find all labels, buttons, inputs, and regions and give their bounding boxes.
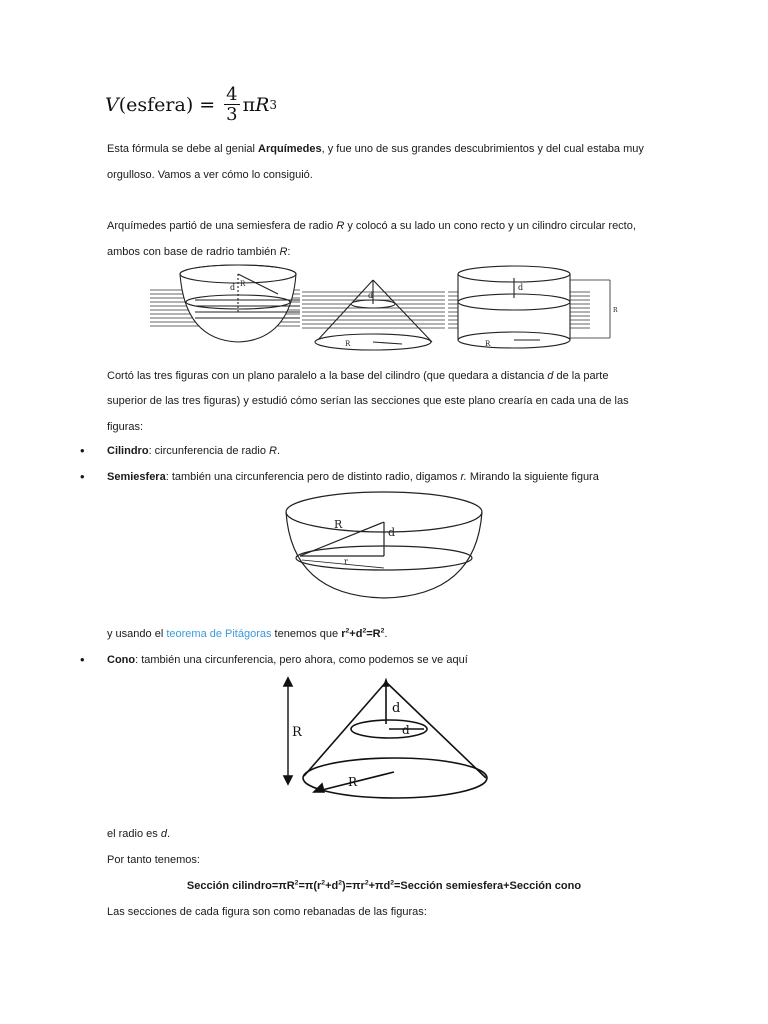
- semiesfera-line: [107, 470, 599, 484]
- fig3-label-d-horiz: d: [402, 723, 410, 737]
- setup-text-d: :: [287, 246, 291, 258]
- radio-d: d: [160, 828, 167, 840]
- setup-line-1: [107, 219, 636, 233]
- radio-text: el radio es: [107, 828, 161, 840]
- sec-eq-3: +d: [325, 880, 339, 892]
- sec-eq-4: )=πr: [342, 880, 365, 892]
- radio-line: [107, 827, 170, 841]
- por-tanto-line: Por tanto tenemos:: [107, 854, 200, 866]
- formula-equals: =: [199, 94, 216, 116]
- sec-eq-5: +πd: [368, 880, 391, 892]
- sec-eq-1: Sección cilindro=πR: [186, 880, 295, 892]
- sec-sup-1: 2: [294, 879, 299, 887]
- hemisphere-drawing: [180, 265, 300, 342]
- pythagoras-text-b: tenemos que: [271, 628, 342, 640]
- fig3-label-d-vert: d: [392, 701, 401, 716]
- fig2-label-r: r: [344, 557, 348, 566]
- fig1-label-d2: d: [368, 291, 374, 300]
- three-solids-figure: [140, 262, 630, 362]
- eq-sup-a: 2: [345, 627, 350, 635]
- cilindro-r: R: [269, 445, 277, 457]
- pythagoras-link[interactable]: teorema de Pitágoras: [166, 628, 272, 640]
- eq-plus-d: +d: [349, 628, 363, 640]
- pythagoras-line: [107, 627, 387, 641]
- cone-drawing: [315, 280, 432, 350]
- cylinder-drawing: [458, 266, 610, 348]
- formula-arg: (esfera): [118, 94, 194, 116]
- volume-formula: V (esfera) = $\frac{4}{3}$ π R 3: [105, 84, 277, 125]
- fig1-label-r-side: R: [613, 307, 618, 314]
- cono-text: : también una circunferencia, pero ahora, como podemos se ve aquí: [135, 654, 468, 666]
- eq-r: r: [341, 628, 346, 640]
- eq-sup-c: 2: [380, 627, 385, 635]
- cone-detail-figure: [282, 676, 498, 804]
- setup-r: R: [336, 220, 345, 232]
- sec-sup-2: 2: [321, 879, 326, 887]
- semiesfera-end: Mirando la siguiente figura: [466, 471, 599, 483]
- eq-sup-b: 2: [362, 627, 367, 635]
- sec-sup-3: 2: [338, 879, 343, 887]
- sec-sup-4: 2: [364, 879, 369, 887]
- cut-d: d: [547, 370, 554, 382]
- pythagoras-equation: [341, 628, 384, 640]
- setup-text-a: Arquímedes partió de una semiesfera de radio: [107, 220, 337, 232]
- cut-text-b: de la parte: [553, 370, 609, 382]
- formula-numerator: 4: [226, 84, 238, 105]
- cilindro-line: [107, 444, 280, 458]
- rebanadas-line: Las secciones de cada figura son como rebanadas de las figuras:: [107, 906, 427, 918]
- formula-v: V: [105, 94, 119, 116]
- fig3-label-r-base: R: [348, 775, 358, 789]
- setup-r2: R: [279, 246, 288, 258]
- formula-pi: π: [242, 94, 256, 116]
- setup-text-c: ambos con base de radrio también: [107, 246, 280, 258]
- fig1-label-d1: d: [230, 283, 236, 292]
- fig1-label-r3: R: [485, 340, 491, 348]
- cono-line: [107, 653, 468, 667]
- cilindro-text: : circunferencia de radio: [148, 445, 270, 457]
- hemisphere-detail-figure: [282, 488, 486, 604]
- cut-text-a: Cortó las tres figuras con un plano paralelo a la base del cilindro (que quedara a distancia: [107, 370, 548, 382]
- sections-equation: [0, 879, 768, 893]
- setup-text-b: y colocó a su lado un cono recto y un cilindro circular recto,: [344, 220, 636, 232]
- radio-end: .: [166, 828, 170, 840]
- cilindro-title: Cilindro: [107, 445, 149, 457]
- formula-fraction: [224, 86, 239, 124]
- fig1-label-d3: d: [518, 283, 524, 292]
- bullet-semiesfera: •: [80, 469, 85, 484]
- bullet-cono: •: [80, 652, 85, 667]
- cut-line-2: superior de las tres figuras) y estudió cómo serían las secciones que este plano crearía en cada una de las: [107, 395, 629, 407]
- formula-radius: R: [255, 94, 270, 116]
- cut-line-3: figuras:: [107, 421, 144, 433]
- semiesfera-title: Semiesfera: [107, 471, 166, 483]
- cono-title: Cono: [107, 654, 136, 666]
- intro-text-b: , y fue uno de sus grandes descubrimientos y del cual estaba muy: [321, 143, 644, 155]
- eq-equals-r: =R: [366, 628, 381, 640]
- formula-denominator: 3: [226, 104, 238, 125]
- intro-line-1: [107, 142, 644, 156]
- cut-line-1: [107, 369, 608, 383]
- intro-text-a: Esta fórmula se debe al genial: [107, 143, 259, 155]
- cilindro-end: .: [276, 445, 281, 457]
- fig2-label-r-upper: R: [334, 518, 343, 531]
- sec-eq-2: =π(r: [298, 880, 322, 892]
- fig1-label-r2: R: [345, 340, 351, 348]
- intro-bold: Arquímedes: [258, 143, 322, 155]
- fig1-label-r1: R: [240, 280, 246, 288]
- bullet-cilindro: •: [80, 443, 85, 458]
- pythagoras-text-a: y usando el: [107, 628, 167, 640]
- sec-sup-5: 2: [390, 879, 394, 887]
- intro-line-2: orgulloso. Vamos a ver cómo lo consiguió.: [107, 169, 313, 181]
- fig3-label-r-side: R: [292, 725, 302, 740]
- sec-eq-6: =Sección semiesfera+Sección cono: [393, 880, 582, 892]
- setup-line-2: [107, 245, 290, 259]
- fig2-label-d: d: [388, 526, 396, 539]
- semiesfera-r: r.: [460, 471, 467, 483]
- pythagoras-end: .: [384, 628, 388, 640]
- semiesfera-text: : también una circunferencia pero de distinto radio, digamos: [165, 471, 461, 483]
